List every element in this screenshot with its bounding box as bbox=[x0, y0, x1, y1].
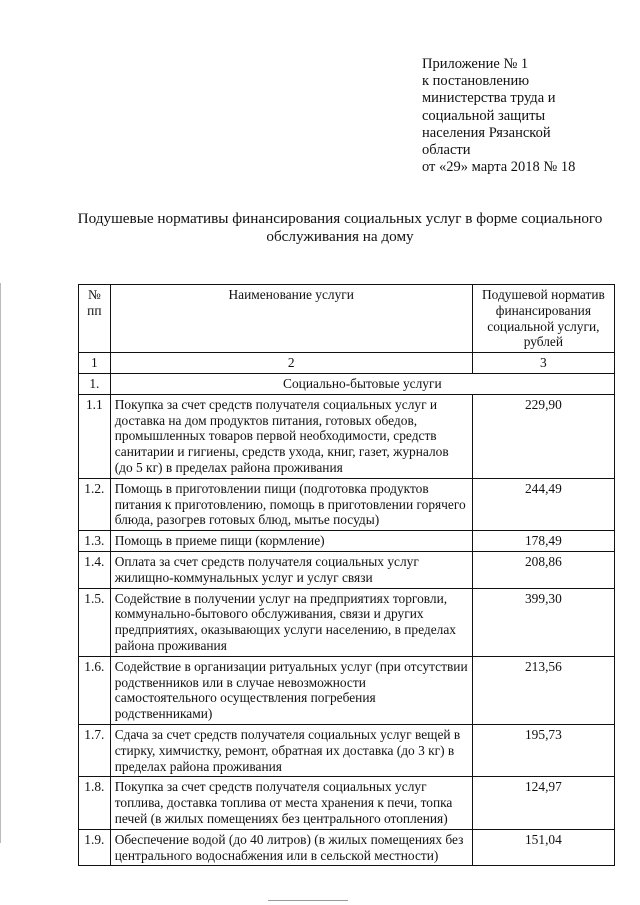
row-value: 244,49 bbox=[472, 478, 614, 530]
row-num: 1.4. bbox=[79, 551, 111, 588]
table-row bbox=[79, 588, 615, 656]
table-row bbox=[79, 724, 615, 776]
appendix-line: к постановлению bbox=[422, 73, 530, 90]
scan-edge-line bbox=[0, 283, 4, 843]
row-name: Покупка за счет средств получателя социальных услуг и доставка на дом продуктов питания, готовых обедов, промышленных товаров первой необходимости, средств санитарии и гигиены, средств ухода, книг, газет, журналов (до 5 кг) в пределах района проживания bbox=[110, 394, 472, 478]
appendix-line: социальной защиты bbox=[422, 107, 546, 124]
row-name: Помощь в приготовлении пищи (подготовка продуктов питания к приготовлению, помощь в приготовлении горячего блюда, разогрев готовых блюд, мытье посуды) bbox=[110, 478, 472, 530]
column-index: 3 bbox=[472, 353, 614, 374]
row-name: Помощь в приеме пищи (кормление) bbox=[110, 531, 472, 552]
row-value: 195,73 bbox=[472, 724, 614, 776]
row-value: 124,97 bbox=[472, 777, 614, 829]
row-name: Обеспечение водой (до 40 литров) (в жилых помещениях без центрального водоснабжения или в сельской местности) bbox=[110, 829, 472, 866]
header-value: Подушевой норматив финансирования социальной услуги, рублей bbox=[472, 285, 614, 353]
row-num: 1.9. bbox=[79, 829, 111, 866]
section-row bbox=[79, 373, 615, 394]
row-value: 151,04 bbox=[472, 829, 614, 866]
column-index: 1 bbox=[79, 353, 111, 374]
row-num: 1.8. bbox=[79, 777, 111, 829]
row-value: 178,49 bbox=[472, 531, 614, 552]
table-row bbox=[79, 777, 615, 829]
column-index: 2 bbox=[110, 353, 472, 374]
row-name: Покупка за счет средств получателя социальных услуг топлива, доставка топлива от места хранения к печи, топка печей (в жилых помещениях без центрального отопления) bbox=[110, 777, 472, 829]
appendix-line: Приложение № 1 bbox=[422, 56, 529, 72]
column-index-row bbox=[79, 353, 615, 374]
row-value: 208,86 bbox=[472, 551, 614, 588]
document-title: Подушевые нормативы финансирования социальных услуг в форме социального обслуживания на дому bbox=[77, 210, 603, 245]
table-row bbox=[79, 394, 615, 478]
table-row bbox=[79, 478, 615, 530]
header-num: № пп bbox=[79, 285, 111, 353]
row-name: Содействие в получении услуг на предприятиях торговли, коммунально-бытового обслуживания, связи и других предприятиях, оказывающих услуги населению, в пределах района проживания bbox=[110, 588, 472, 656]
appendix-line: министерства труда и bbox=[422, 90, 556, 107]
row-value: 213,56 bbox=[472, 656, 614, 724]
table-row bbox=[79, 551, 615, 588]
section-num: 1. bbox=[79, 373, 111, 394]
row-num: 1.5. bbox=[79, 588, 111, 656]
row-num: 1.6. bbox=[79, 656, 111, 724]
header-name: Наименование услуги bbox=[110, 285, 472, 353]
table-row bbox=[79, 829, 615, 866]
appendix-line: населения Рязанской bbox=[422, 124, 551, 141]
table-header-row bbox=[79, 285, 615, 353]
row-num: 1.1 bbox=[79, 394, 111, 478]
appendix-line: от «29» марта 2018 № 18 bbox=[422, 159, 576, 176]
row-num: 1.7. bbox=[79, 724, 111, 776]
row-name: Содействие в организации ритуальных услуг (при отсутствии родственников или в случае невозможности самостоятельного осуществления погребения родственниками) bbox=[110, 656, 472, 724]
row-name: Сдача за счет средств получателя социальных услуг вещей в стирку, химчистку, ремонт, обратная их доставка (до 3 кг) в пределах района проживания bbox=[110, 724, 472, 776]
row-value: 229,90 bbox=[472, 394, 614, 478]
row-name: Оплата за счет средств получателя социальных услуг жилищно-коммунальных услуг и услуг связи bbox=[110, 551, 472, 588]
section-title: Социально-бытовые услуги bbox=[110, 373, 614, 394]
row-value: 399,30 bbox=[472, 588, 614, 656]
scan-artifact bbox=[268, 900, 348, 901]
table-row bbox=[79, 656, 615, 724]
norms-table bbox=[78, 284, 615, 866]
row-num: 1.2. bbox=[79, 478, 111, 530]
row-num: 1.3. bbox=[79, 531, 111, 552]
appendix-line: области bbox=[422, 142, 471, 159]
appendix-note bbox=[422, 56, 622, 176]
table-row bbox=[79, 531, 615, 552]
